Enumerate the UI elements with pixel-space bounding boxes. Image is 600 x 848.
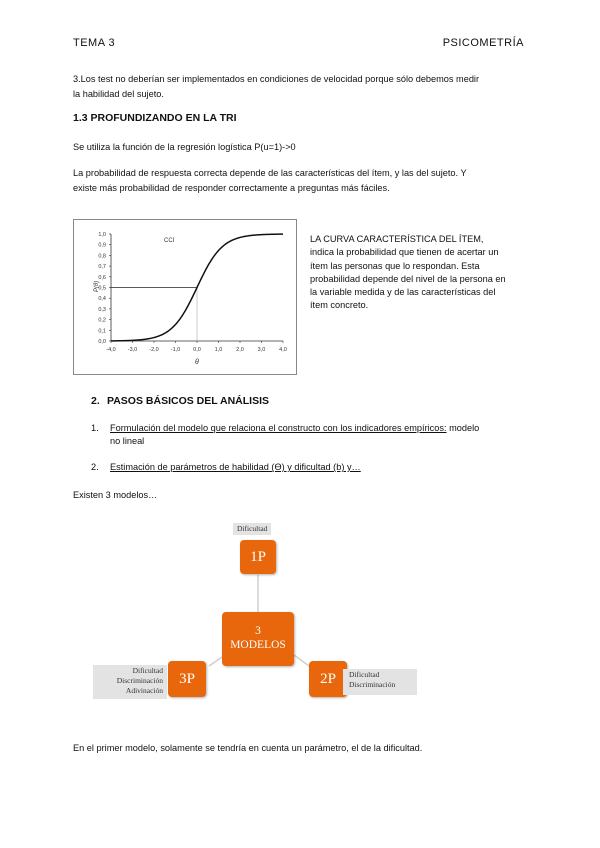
x-tick-label: -4,0 bbox=[106, 347, 116, 353]
y-tick-label: 0,1 bbox=[98, 328, 106, 335]
paragraph-line: la habilidad del sujeto. bbox=[73, 89, 164, 99]
tag-left bbox=[93, 665, 167, 699]
paragraph-probability bbox=[73, 166, 528, 196]
y-tick-label: 0,7 bbox=[98, 264, 106, 271]
tag-top bbox=[233, 523, 271, 535]
x-tick-label: -2,0 bbox=[149, 347, 159, 353]
y-tick-label: 0,6 bbox=[98, 274, 106, 281]
caption-line: LA CURVA CARACTERÍSTICA DEL ÍTEM, bbox=[310, 234, 484, 244]
section-title-steps: PASOS BÁSICOS DEL ANÁLISIS bbox=[107, 395, 269, 407]
section-number: 2. bbox=[91, 395, 100, 407]
y-tick-label: 0,9 bbox=[98, 242, 106, 249]
step-underlined: Estimación de parámetros de habilidad (Ɵ) y dificultad (b) y… bbox=[110, 462, 361, 472]
step-underlined: Formulación del modelo que relaciona el constructo con los indicadores empíricos: bbox=[110, 423, 447, 433]
caption-line: probabilidad depende del nivel de la persona en bbox=[310, 273, 506, 284]
final-paragraph: En el primer modelo, solamente se tendría en cuenta un parámetro, el de la dificultad. bbox=[73, 743, 423, 753]
caption-line: indica la probabilidad que tienen de acertar un bbox=[310, 247, 499, 258]
y-tick-label: 0,2 bbox=[98, 317, 106, 324]
caption-line: la variable medida y de las características del bbox=[310, 287, 496, 298]
chart-xlabel: θ bbox=[195, 359, 199, 366]
step-line2: no lineal bbox=[110, 436, 145, 446]
x-tick-label: -1,0 bbox=[170, 347, 181, 353]
tag-text: Discriminación bbox=[349, 680, 396, 689]
y-tick-label: 0,0 bbox=[98, 339, 106, 345]
y-tick-label: 0,3 bbox=[98, 306, 106, 313]
paragraph-line: La probabilidad de respuesta correcta depende de las características del ítem, y las del sujeto. Y bbox=[73, 168, 467, 178]
section-title-tri: 1.3 PROFUNDIZANDO EN LA TRI bbox=[73, 112, 237, 124]
chart-ylabel: P(θ) bbox=[94, 280, 100, 292]
x-tick-label: 3,0 bbox=[257, 347, 266, 353]
models-intro: Existen 3 modelos… bbox=[73, 490, 158, 500]
node-1p: 1P bbox=[240, 540, 276, 574]
caption-line: ítem las personas que lo respondan. Esta bbox=[310, 260, 480, 271]
node-2p: 2P bbox=[309, 661, 347, 697]
icc-chart bbox=[74, 220, 296, 374]
header-left: TEMA 3 bbox=[73, 37, 116, 49]
icc-figure bbox=[73, 219, 297, 375]
y-tick-label: 0,5 bbox=[98, 285, 106, 292]
tag-text: Discriminación bbox=[116, 676, 163, 685]
caption-line: ítem concreto. bbox=[310, 300, 369, 311]
tag-text: Dificultad bbox=[237, 524, 268, 533]
y-tick-label: 1,0 bbox=[98, 232, 106, 238]
paragraph-velocity bbox=[73, 72, 528, 102]
step-number: 1. bbox=[91, 423, 99, 433]
paragraph-line: existe más probabilidad de responder correctamente a preguntas más fáciles. bbox=[73, 183, 390, 193]
x-tick-label: 0,0 bbox=[193, 347, 201, 353]
tag-text: Dificultad bbox=[132, 666, 163, 675]
tag-right bbox=[343, 669, 417, 695]
tag-text: Adivinación bbox=[125, 686, 163, 695]
center-line: MODELOS bbox=[230, 639, 286, 651]
step-rest: modelo bbox=[446, 423, 480, 433]
x-tick-label: 2,0 bbox=[236, 347, 244, 353]
center-line: 3 bbox=[255, 625, 261, 637]
figure-caption bbox=[310, 233, 525, 313]
tag-text: Dificultad bbox=[349, 670, 380, 679]
x-tick-label: 1,0 bbox=[214, 347, 223, 353]
header-right: PSICOMETRÍA bbox=[442, 37, 524, 49]
paragraph-line: 3.Los test no deberían ser implementados en condiciones de velocidad porque sólo debemos medir bbox=[73, 74, 480, 84]
paragraph-logistic: Se utiliza la función de la regresión logística P(u=1)->0 bbox=[73, 142, 296, 152]
node-center bbox=[222, 612, 294, 666]
x-tick-label: -3,0 bbox=[127, 347, 138, 353]
y-tick-label: 0,8 bbox=[98, 253, 106, 260]
node-3p: 3P bbox=[168, 661, 206, 697]
y-tick-label: 0,4 bbox=[98, 296, 106, 303]
chart-title: CCI bbox=[164, 238, 175, 244]
step-item bbox=[110, 422, 530, 448]
step-number: 2. bbox=[91, 462, 99, 472]
x-tick-label: 4,0 bbox=[279, 347, 287, 353]
